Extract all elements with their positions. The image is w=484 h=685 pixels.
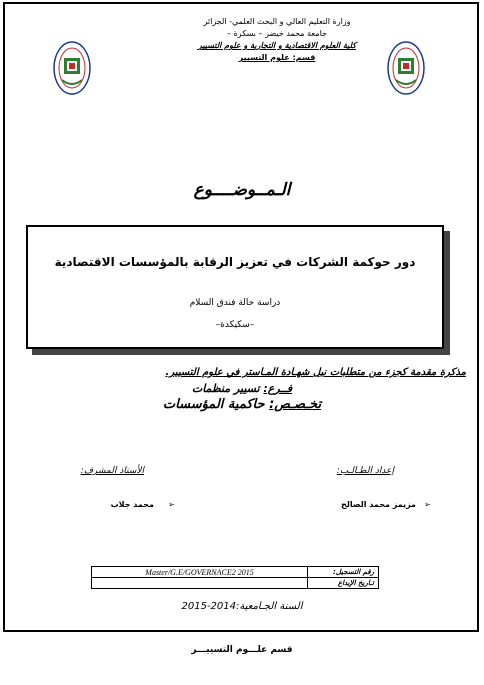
case-city: –سكيكدة– <box>215 320 255 330</box>
branch-label: فــرع: <box>263 382 293 395</box>
institution-header <box>152 16 402 64</box>
academic-year: السنة الجـامعية:2014-2015 <box>181 601 303 612</box>
footer-department: قسم علـــوم التسييـــر <box>191 645 293 655</box>
faculty-line: كلية العلوم الاقتصادية و التجارية و علوم التسيير <box>197 41 357 50</box>
university-logo-left <box>52 40 92 96</box>
arrow-icon: ➢ <box>168 500 175 509</box>
specialty-label: تخـصـص: <box>269 397 322 412</box>
branch-value: تسيير منظمات <box>191 382 260 395</box>
specialty-line <box>0 397 484 412</box>
registration-number: Master/G.E/GOVERNACE2 2015 <box>92 567 308 578</box>
supervisor-name: محمد جلاب <box>110 500 154 509</box>
memo-statement: مذكرة مقدمة كجزء من متطلبات نيل شهـادة المـاستر في علوم التسيير. <box>165 367 466 378</box>
university-line: جامعة محمد خيضر – بسكرة – <box>227 29 327 38</box>
branch-line <box>0 382 484 395</box>
thesis-title: دور حوكمة الشركات في تعزيز الرقابة بالمؤسسات الاقتصادية <box>54 255 416 269</box>
supervisor-label: الأستاذ المشرف: <box>80 466 144 476</box>
table-row <box>92 578 379 589</box>
ministry-line: وزارة التعليم العالي و البحث العلمي- الجزائر <box>203 17 351 26</box>
deposit-date-label: تـاريخ الإيداع <box>308 578 379 589</box>
case-study: دراسة حالة فندق السلام <box>189 298 281 308</box>
registration-table <box>91 566 379 589</box>
student-label: إعداد الطـالـب: <box>336 466 394 476</box>
student-name: مزيمز محمد الصالح <box>341 500 416 509</box>
subject-heading: الـمــوضــــوع <box>193 180 291 200</box>
registration-label: رقم التسجيل: <box>308 567 379 578</box>
deposit-date <box>92 578 308 589</box>
table-row <box>92 567 379 578</box>
department-line: قسم: علوم التسيير <box>238 53 316 62</box>
arrow-icon: ➢ <box>424 500 431 509</box>
specialty-value: حاكمية المؤسسات <box>162 397 265 412</box>
thesis-title-box <box>26 225 444 349</box>
